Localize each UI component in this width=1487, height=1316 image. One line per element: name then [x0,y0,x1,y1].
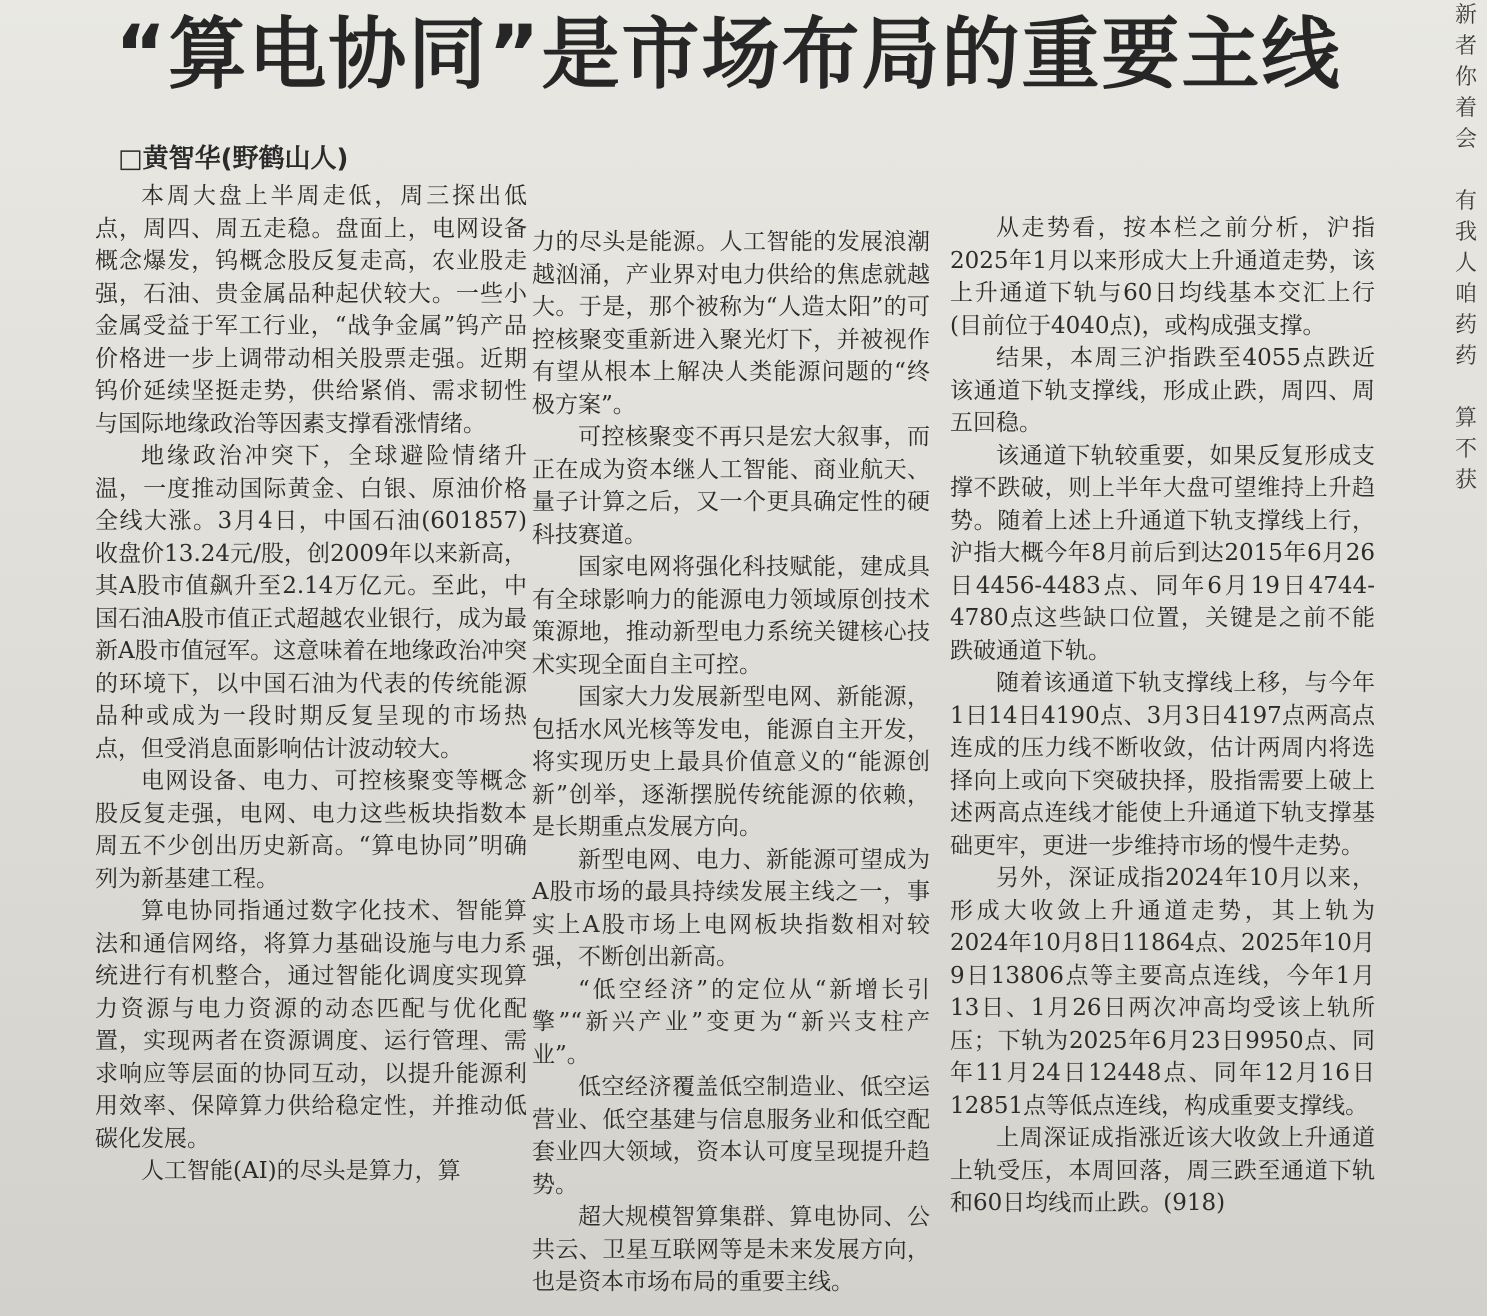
edge-char [1455,372,1487,403]
paragraph: 国家大力发展新型电网、新能源，包括水风光核等发电，能源自主开发，将实现历史上最具价值意义的“能源创新”创举，逐渐摆脱传统能源的依赖，是长期重点发展方向。 [532,684,930,840]
paragraph: 算电协同指通过数字化技术、智能算法和通信网络，将算力基础设施与电力系统进行有机整合，通过智能化调度实现算力资源与电力资源的动态匹配与优化配置，实现两者在资源调度、运行管理、需求响应等层面的协同互动，以提升能源利用效率、保障算力供给稳定性，并推动低碳化发展。 [95,898,527,1152]
edge-char: 不 [1455,437,1478,462]
paragraph: 另外，深证成指2024年10月以来，形成大收敛上升通道走势，其上轨为2024年10月8日11864点、2025年10月9日13806点等主要高点连线，今年1月13日、1月26日两次冲高均受该上轨所压；下轨为2025年6月23日9950点、同年11月24日12448点、同年12月16日12851点等低点连线，构成重要支撑线。 [950,865,1375,1119]
paragraph: 从走势看，按本栏之前分析，沪指2025年1月以来形成大上升通道走势，该上升通道下轨与60日均线基本交汇上行(目前位于4040点)，或构成强支撑。 [950,215,1375,339]
edge-char [1455,155,1487,186]
edge-char: 药 [1455,344,1478,369]
edge-char: 有 [1455,189,1478,214]
text-column-3 [950,212,1375,1220]
edge-char: 者 [1455,34,1478,59]
paragraph: 该通道下轨较重要，如果反复形成支撑不跌破，则上半年大盘可望维持上升趋势。随着上述上升通道下轨支撑线上行，沪指大概今年8月前后到达2015年6月26日4456-4483点、同年6月19日4744-4780点这些缺口位置，关键是之前不能跌破通道下轨。 [950,442,1375,664]
text-column-2 [532,226,930,1299]
paragraph: 低空经济覆盖低空制造业、低空运营业、低空基建与信息服务业和低空配套业四大领域，资本认可度呈现提升趋势。 [532,1074,930,1198]
edge-char: 你 [1455,65,1478,90]
adjacent-column-fragment [1455,0,1487,496]
edge-char: 着 [1455,96,1478,121]
edge-char: 新 [1455,3,1478,28]
paragraph: 人工智能(AI)的尽头是算力，算 [141,1158,461,1184]
edge-char: 人 [1455,251,1478,276]
paragraph: “低空经济”的定位从“新增长引擎”“新兴产业”变更为“新兴支柱产业”。 [532,976,930,1068]
edge-char: 获 [1455,468,1478,493]
edge-char: 算 [1455,406,1478,431]
paragraph: 国家电网将强化科技赋能，建成具有全球影响力的能源电力领域原创技术策源地，推动新型电力系统关键核心技术实现全面自主可控。 [532,554,930,678]
article-byline: □黄智华(野鹤山人) [118,144,349,174]
paragraph: 本周大盘上半周走低，周三探出低点，周四、周五走稳。盘面上，电网设备概念爆发，钨概念股反复走高，农业股走强，石油、贵金属品种起伏较大。一些小金属受益于军工行业，“战争金属”钨产品价格进一步上调带动相关股票走强。近期钨价延续坚挺走势，供给紧俏、需求韧性与国际地缘政治等因素支撑看涨情绪。 [95,183,527,437]
paragraph: 超大规模智算集群、算电协同、公共云、卫星互联网等是未来发展方向，也是资本市场布局的重要主线。 [532,1204,930,1295]
paragraph: 新型电网、电力、新能源可望成为A股市场的最具持续发展主线之一，事实上A股市场上电网板块指数相对较强，不断创出新高。 [532,846,930,970]
paragraph: 电网设备、电力、可控核聚变等概念股反复走强，电网、电力这些板块指数本周五不少创出历史新高。“算电协同”明确列为新基建工程。 [95,768,527,892]
paragraph: 结果，本周三沪指跌至4055点跌近该通道下轨支撑线，形成止跌，周四、周五回稳。 [950,345,1375,436]
paragraph: 可控核聚变不再只是宏大叙事，而正在成为资本继人工智能、商业航天、量子计算之后，又一个更具确定性的硬科技赛道。 [532,424,930,548]
paragraph-continued: 力的尽头是能源。人工智能的发展浪潮越汹涌，产业界对电力供给的焦虑就越大。于是，那个被称为“人造太阳”的可控核聚变重新进入聚光灯下，并被视作有望从根本上解决人类能源问题的“终极方案”。 [532,229,930,418]
paragraph: 上周深证成指涨近该大收敛上升通道上轨受压，本周回落，周三跌至通道下轨和60日均线而止跌。(918) [950,1125,1375,1216]
article-title: “算电协同”是市场布局的重要主线 [115,10,1342,100]
edge-char: 我 [1455,220,1478,245]
edge-char: 药 [1455,313,1478,338]
paragraph: 随着该通道下轨支撑线上移，与今年1日14日4190点、3月3日4197点两高点连成的压力线不断收敛，估计两周内将选择向上或向下突破抉择，股指需要上破上述两高点连线才能使上升通道下轨支撑基础更牢，更进一步维持市场的慢牛走势。 [950,670,1375,859]
text-column-1 [95,180,527,1188]
paragraph: 地缘政治冲突下，全球避险情绪升温，一度推动国际黄金、白银、原油价格全线大涨。3月4日，中国石油(601857)收盘价13.24元/股，创2009年以来新高，其A股市值飙升至2.14万亿元。至此，中国石油A股市值正式超越农业银行，成为最新A股市值冠军。这意味着在地缘政治冲突的环境下，以中国石油为代表的传统能源品种或成为一段时期反复呈现的市场热点，但受消息面影响估计波动较大。 [95,443,527,762]
edge-char: 会 [1455,127,1478,152]
edge-char: 咱 [1455,282,1478,307]
